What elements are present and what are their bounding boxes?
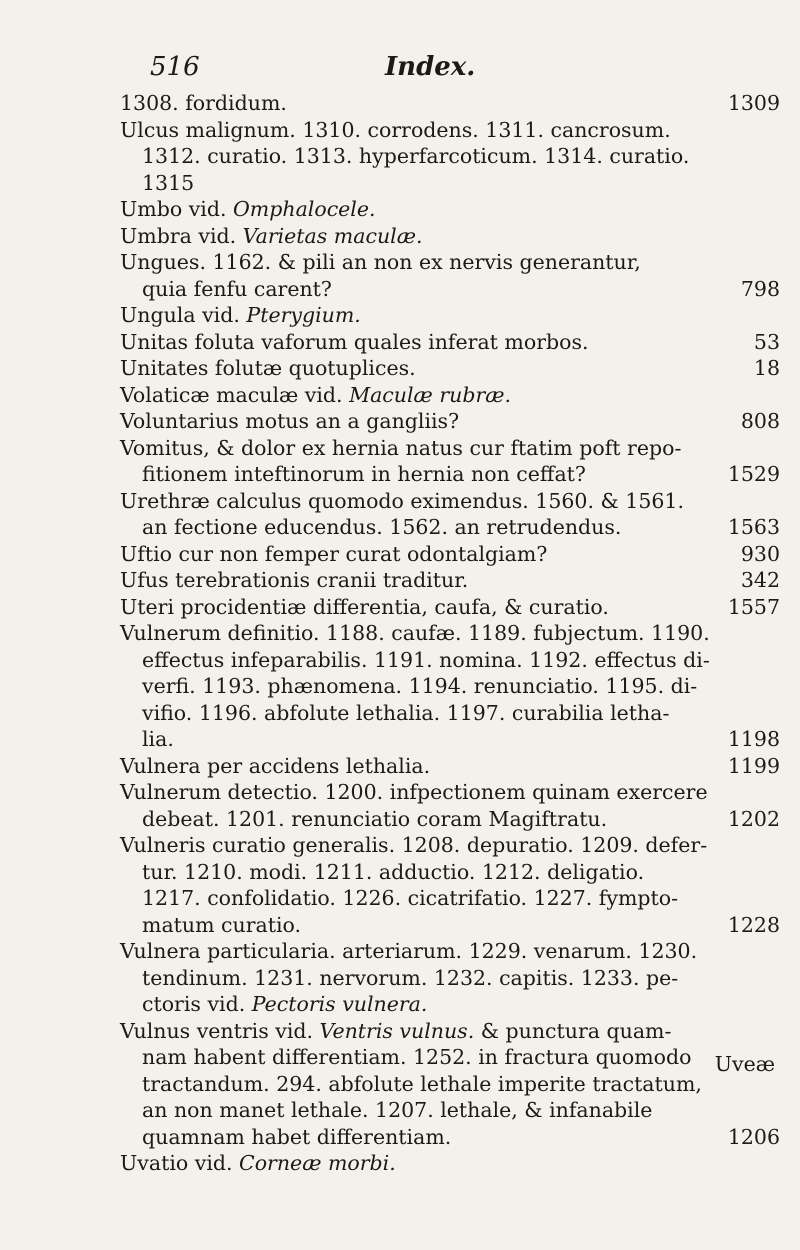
index-line [120, 965, 780, 992]
index-line [120, 567, 780, 594]
index-line-text: Ulcus malignum. 1310. corrodens. 1311. cancrosum. [120, 117, 671, 142]
page-header [120, 52, 720, 92]
index-line [120, 276, 780, 303]
index-line-text: 1315 [142, 170, 195, 195]
index-line [120, 832, 780, 859]
index-line-text: Umbra vid. [120, 223, 243, 248]
index-line [120, 1071, 780, 1098]
index-line [120, 1097, 780, 1124]
page-reference: 53 [753, 329, 780, 354]
index-line-text: Uvatio vid. [120, 1151, 240, 1175]
index-line [120, 408, 780, 435]
index-line [120, 143, 780, 170]
index-line-text: Ungues. 1162. & pili an non ex nervis generantur, [120, 250, 641, 274]
index-line [120, 912, 780, 939]
index-line-text: Ufus terebrationis cranii traditur. [120, 568, 469, 592]
index-line-text: tur. 1210. modi. 1211. adductio. 1212. deligatio. [142, 859, 645, 884]
index-line-text: Vulneris curatio generalis. 1208. depuratio. 1209. defer- [120, 833, 708, 857]
index-line-text: debeat. 1201. renunciatio coram Magiftratu. [142, 806, 608, 831]
cross-reference: Pterygium. [246, 303, 361, 327]
index-line-text: 1308. fordidum. [120, 91, 287, 115]
page-reference: 1529 [727, 462, 780, 486]
index-line [120, 170, 780, 197]
index-line-tail: & punctura quam- [474, 1018, 672, 1043]
index-line-text: tendinum. 1231. nervorum. 1232. capitis. 1233. pe- [142, 965, 679, 990]
index-line-text: tractandum. 294. abfolute lethale imperite tractatum, [142, 1071, 702, 1096]
page-reference: 1198 [727, 727, 780, 751]
page-reference: 808 [740, 409, 780, 433]
index-line [120, 620, 780, 647]
index-line [120, 753, 780, 780]
index-line-text: lia. [142, 727, 174, 751]
index-line-text: Urethræ calculus quomodo eximendus. 1560. & 1561. [120, 488, 684, 513]
index-line-text: Uteri procidentiæ differentia, caufa, & curatio. [120, 594, 609, 619]
page-reference: 1309 [727, 91, 780, 115]
index-line [120, 355, 780, 382]
index-line [120, 196, 780, 223]
cross-reference: Ventris vulnus. [319, 1018, 475, 1043]
cross-reference: Corneæ morbi. [239, 1151, 396, 1175]
index-line [120, 435, 780, 462]
index-line-text: Uftio cur non femper curat odontalgiam? [120, 541, 548, 566]
cross-reference: Omphalocele. [233, 197, 376, 221]
index-line-text: Voluntarius motus an a gangliis? [120, 409, 460, 433]
index-line [120, 1018, 780, 1045]
index-line-text: Vulnerum definitio. 1188. caufæ. 1189. fubjectum. 1190. [120, 621, 710, 645]
index-line-text: quamnam habet differentiam. [142, 1124, 452, 1149]
index-line [120, 223, 780, 250]
page-reference: 1206 [727, 1124, 780, 1149]
index-line [120, 1124, 780, 1151]
page-reference: 342 [740, 568, 780, 592]
index-line-text: Volaticæ maculæ vid. [120, 382, 350, 407]
page-number: 516 [150, 52, 200, 82]
index-line [120, 1044, 780, 1071]
index-line-text: matum curatio. [142, 912, 302, 937]
index-line [120, 726, 780, 753]
page-reference: 1202 [727, 806, 780, 831]
index-line [120, 329, 780, 356]
index-line-text: quia fenfu carent? [142, 276, 332, 301]
index-line [120, 859, 780, 886]
index-line-text: Ungula vid. [120, 303, 247, 327]
page-reference: 1563 [727, 515, 780, 539]
index-line-text: verfi. 1193. phænomena. 1194. renunciatio. 1195. di- [142, 674, 698, 698]
index-line [120, 938, 780, 965]
index-line [120, 779, 780, 806]
index-line-text: Vulnus ventris vid. [120, 1018, 320, 1043]
running-head: Index. [385, 52, 476, 82]
index-entries [120, 90, 780, 1177]
page-reference: 18 [753, 356, 780, 380]
index-line [120, 461, 780, 488]
index-line-text: Vulnerum detectio. 1200. infpectionem quinam exercere [120, 780, 708, 804]
index-line-text: an fectione educendus. 1562. an retrudendus. [142, 515, 622, 539]
index-line-text: Vulnera per accidens lethalia. [120, 753, 431, 778]
index-line-text: Unitates folutæ quotuplices. [120, 356, 416, 380]
index-line [120, 806, 780, 833]
index-line-text: effectus infeparabilis. 1191. nomina. 1192. effectus di- [142, 647, 710, 672]
cross-reference: Pectoris vulnera. [251, 992, 428, 1016]
index-line [120, 991, 780, 1018]
page-reference: 1557 [727, 594, 780, 619]
page-reference: 798 [740, 276, 780, 301]
index-line [120, 90, 780, 117]
index-line [120, 302, 780, 329]
index-line-text: Unitas foluta vaforum quales inferat morbos. [120, 329, 589, 354]
index-line [120, 514, 780, 541]
catchword: Uveæ [714, 1052, 775, 1076]
index-line-text: vifio. 1196. abfolute lethalia. 1197. curabilia letha- [142, 700, 670, 725]
page-reference: 1228 [727, 912, 780, 937]
index-line [120, 249, 780, 276]
index-line-text: 1217. confolidatio. 1226. cicatrifatio. 1227. fympto- [142, 886, 679, 910]
cross-reference: Maculæ rubræ. [349, 382, 512, 407]
index-line [120, 700, 780, 727]
index-line [120, 1150, 780, 1177]
index-line [120, 647, 780, 674]
index-line [120, 117, 780, 144]
index-line [120, 673, 780, 700]
index-line-text: ctoris vid. [142, 992, 252, 1016]
index-line [120, 541, 780, 568]
index-line [120, 382, 780, 409]
page-reference: 930 [740, 541, 780, 566]
index-line [120, 594, 780, 621]
index-line-text: 1312. curatio. 1313. hyperfarcoticum. 1314. curatio. [142, 144, 690, 168]
index-line-text: Umbo vid. [120, 197, 233, 221]
index-line-text: an non manet lethale. 1207. lethale, & infanabile [142, 1098, 653, 1122]
cross-reference: Varietas maculæ. [242, 223, 423, 248]
index-line [120, 885, 780, 912]
index-line-text: nam habent differentiam. 1252. in fractura quomodo [142, 1045, 692, 1069]
index-line [120, 488, 780, 515]
index-line-text: fitionem inteftinorum in hernia non ceffat? [142, 462, 586, 486]
page-reference: 1199 [727, 753, 780, 778]
index-line-text: Vulnera particularia. arteriarum. 1229. venarum. 1230. [120, 939, 698, 963]
index-line-text: Vomitus, & dolor ex hernia natus cur ftatim poft repo- [120, 435, 682, 460]
